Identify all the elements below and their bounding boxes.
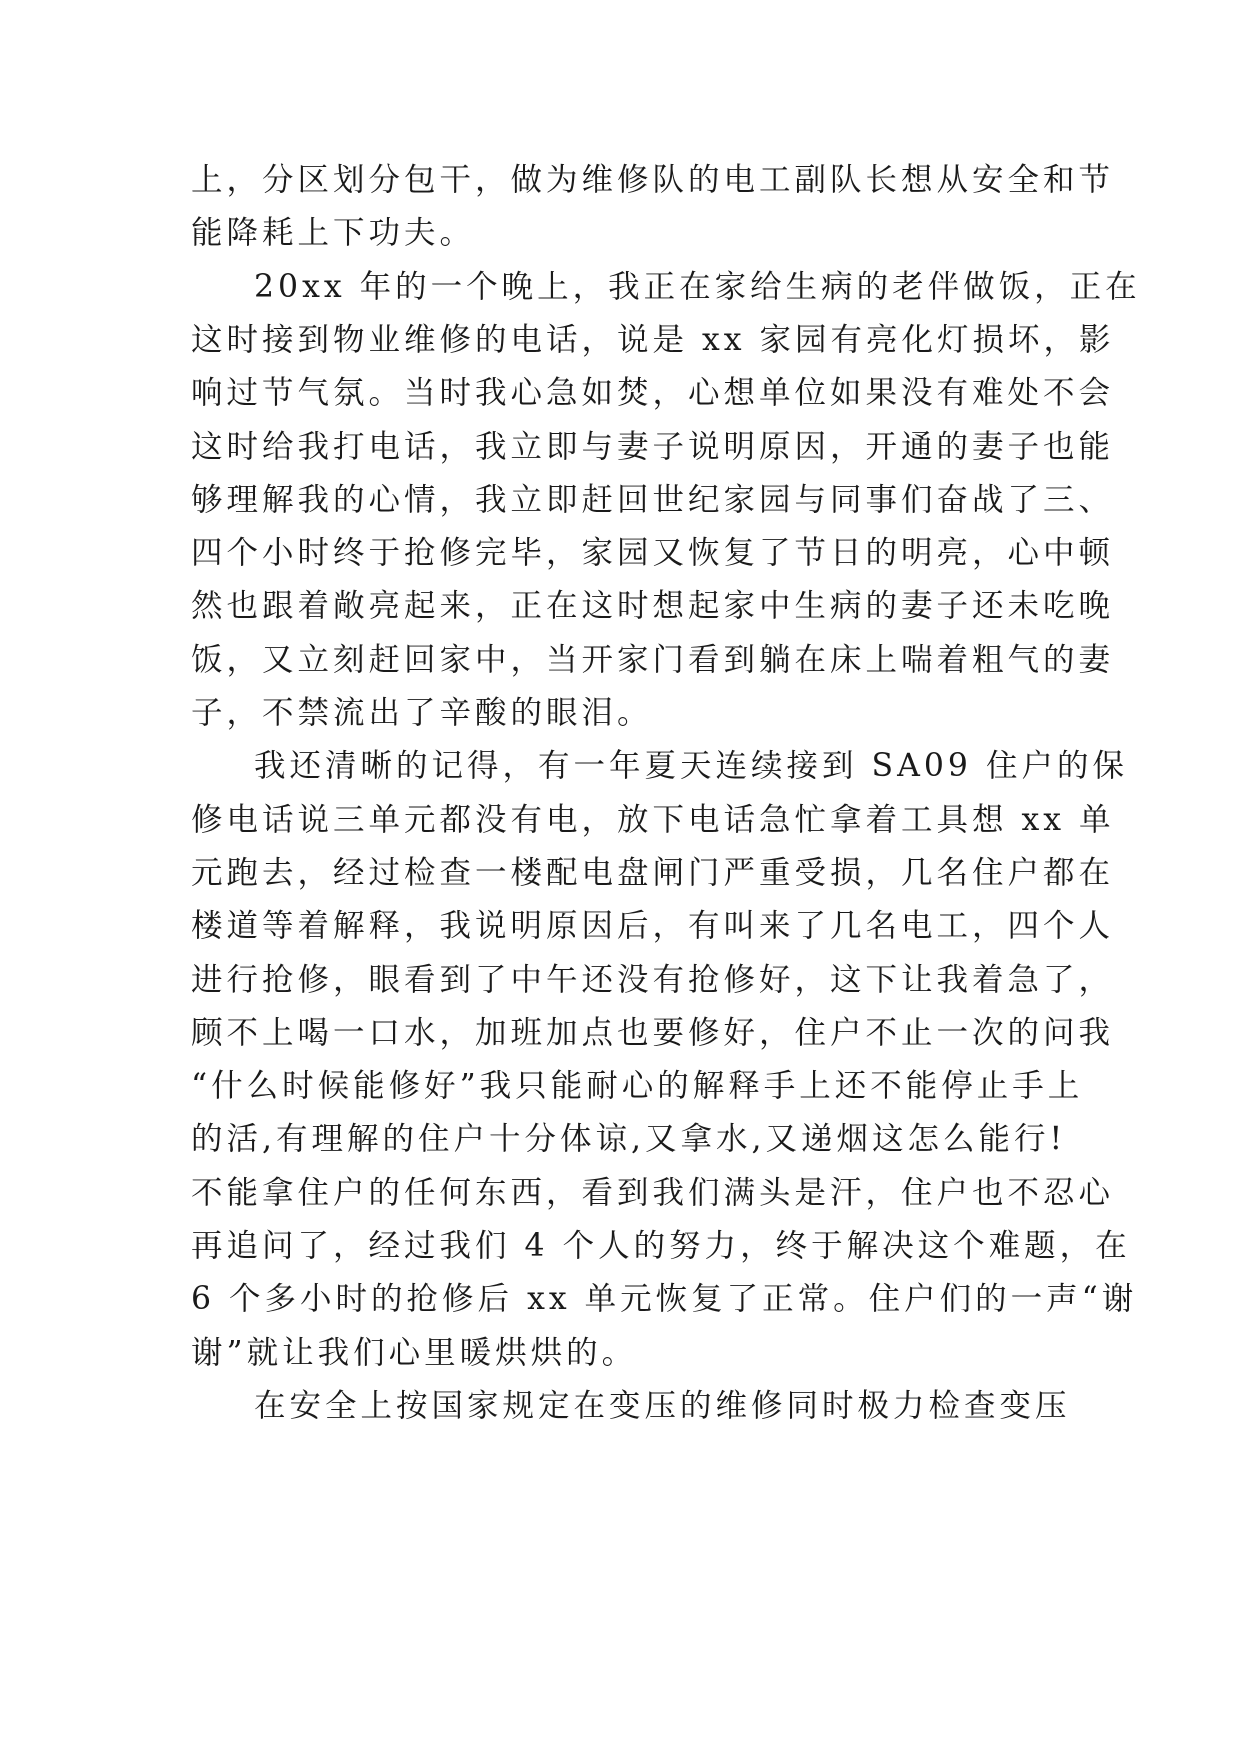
- text-line: 四个小时终于抢修完毕，家园又恢复了节日的明亮，心中顿: [191, 535, 1115, 572]
- paragraph-first-line: 在安全上按国家规定在变压的维修同时极力检查变压: [254, 1387, 1071, 1424]
- text-line: 够理解我的心情，我立即赶回世纪家园与同事们奋战了三、: [191, 481, 1115, 518]
- text-line: 饭，又立刻赶回家中，当开家门看到躺在床上喘着粗气的妻: [191, 641, 1115, 678]
- text-line: 元跑去，经过检查一楼配电盘闸门严重受损，几名住户都在: [191, 854, 1115, 891]
- text-line: 顾不上喝一口水，加班加点也要修好，住户不止一次的问我: [191, 1014, 1115, 1051]
- text-line: 的活,有理解的住户十分体谅,又拿水,又递烟这怎么能行!: [191, 1121, 1067, 1158]
- text-line: 不能拿住户的任何东西，看到我们满头是汗，住户也不忍心: [191, 1174, 1115, 1211]
- text-line: 再追问了，经过我们 4 个人的努力，终于解决这个难题，在: [191, 1228, 1131, 1264]
- text-line: 上，分区划分包干，做为维修队的电工副队长想从安全和节: [191, 162, 1115, 198]
- text-line: 响过节气氛。当时我心急如焚，心想单位如果没有难处不会: [191, 375, 1115, 412]
- text-line: 能降耗上下功夫。: [191, 215, 476, 252]
- text-line: 6 个多小时的抢修后 xx 单元恢复了正常。住户们的一声“谢: [191, 1281, 1138, 1318]
- text-line: 这时给我打电话，我立即与妻子说明原因，开通的妻子也能: [191, 428, 1115, 465]
- text-line: 楼道等着解释，我说明原因后，有叫来了几名电工，四个人: [191, 908, 1115, 945]
- paragraph-first-line: 20xx 年的一个晚上，我正在家给生病的老伴做饭，正在: [254, 268, 1141, 305]
- text-line: 然也跟着敞亮起来，正在这时想起家中生病的妻子还未吃晚: [191, 588, 1115, 625]
- text-line: 这时接到物业维修的电话，说是 xx 家园有亮化灯损坏，影: [191, 321, 1115, 358]
- text-line: 修电话说三单元都没有电，放下电话急忙拿着工具想 xx 单: [191, 801, 1115, 838]
- text-line: 谢”就让我们心里暖烘烘的。: [191, 1334, 638, 1371]
- paragraph-first-line: 我还清晰的记得，有一年夏天连续接到 SA09 住户的保: [254, 748, 1128, 785]
- text-line: 子，不禁流出了辛酸的眼泪。: [191, 695, 653, 731]
- text-line: “什么时候能修好”我只能耐心的解释手上还不能停止手上: [191, 1068, 1084, 1105]
- text-line: 进行抢修，眼看到了中午还没有抢修好，这下让我着急了，: [191, 961, 1115, 998]
